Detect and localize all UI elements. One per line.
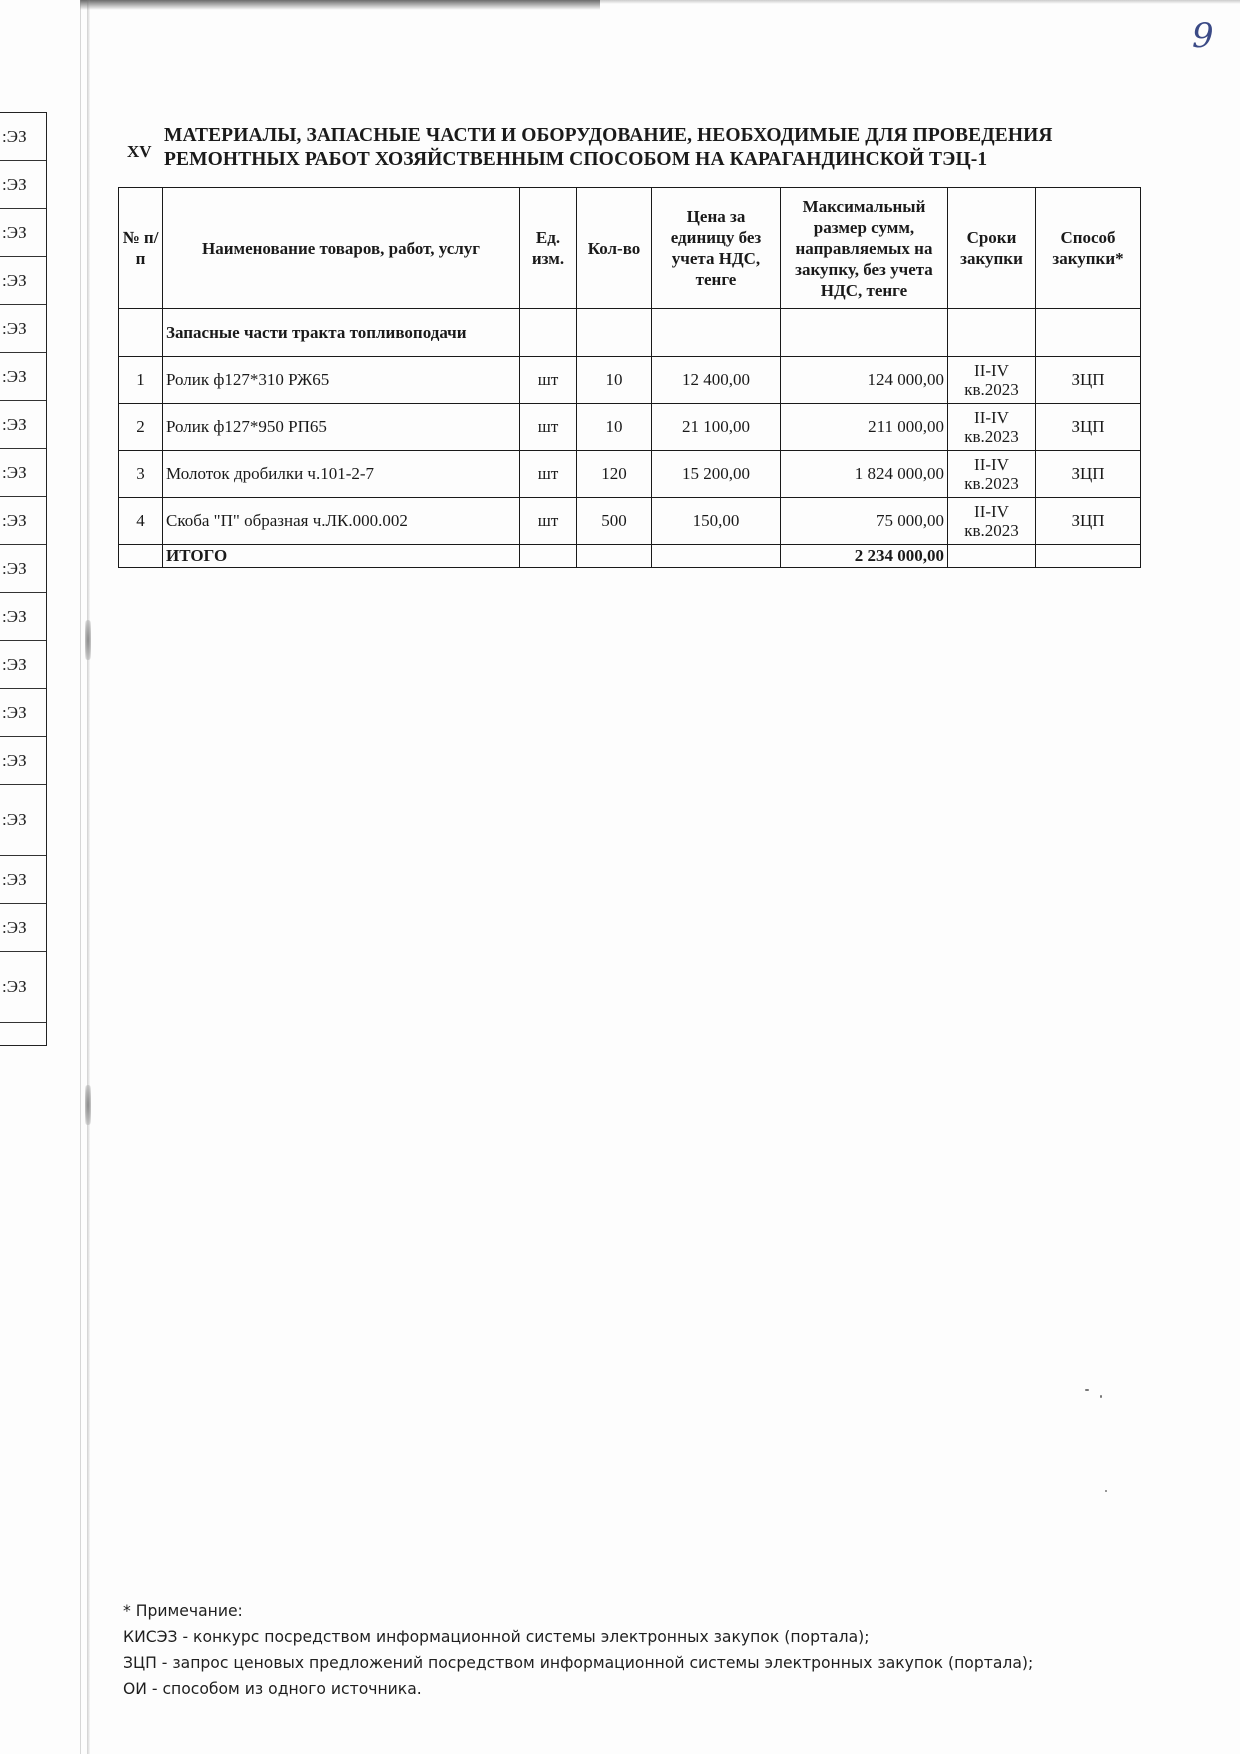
table-row (119, 498, 1141, 545)
header-num: № п/п (119, 188, 163, 309)
row-period (948, 404, 1036, 451)
title-line-1: МАТЕРИАЛЫ, ЗАПАСНЫЕ ЧАСТИ И ОБОРУДОВАНИЕ, НЕОБХОДИМЫЕ ДЛЯ ПРОВЕДЕНИЯ (164, 125, 1053, 146)
row-name: Скоба "П" образная ч.ЛК.000.002 (163, 498, 520, 545)
scan-top-shadow-light (600, 0, 1240, 4)
header-unit: Ед. изм. (520, 188, 577, 309)
binding-edge-line (80, 0, 81, 1754)
row-price: 12 400,00 (652, 357, 781, 404)
table-row (119, 451, 1141, 498)
total-cell-empty (652, 545, 781, 568)
section-cell-empty (520, 309, 577, 357)
scan-speck (1085, 1389, 1089, 1391)
strip-cell: :ЭЗ (0, 401, 46, 449)
row-unit: шт (520, 451, 577, 498)
note-kisez: КИСЭЗ - конкурс посредством информационной системы электронных закупок (портала); (123, 1628, 870, 1646)
section-cell-empty (781, 309, 948, 357)
row-qty: 10 (577, 357, 652, 404)
scan-speck (1105, 1490, 1107, 1492)
row-unit: шт (520, 357, 577, 404)
row-max-sum: 75 000,00 (781, 498, 948, 545)
period-year: кв.2023 (964, 521, 1019, 540)
section-number: XV (127, 142, 152, 161)
row-max-sum: 124 000,00 (781, 357, 948, 404)
header-max-sum: Максимальный размер сумм, направляемых на закупку, без учета НДС, тенге (781, 188, 948, 309)
period-quarters: II-IV (974, 408, 1009, 427)
row-num: 3 (119, 451, 163, 498)
strip-cell: :ЭЗ (0, 305, 46, 353)
strip-cell: :ЭЗ (0, 904, 46, 952)
binding-edge-shadow (87, 0, 90, 1754)
section-cell-empty (119, 309, 163, 357)
period-year: кв.2023 (964, 474, 1019, 493)
period-year: кв.2023 (964, 380, 1019, 399)
row-qty: 120 (577, 451, 652, 498)
strip-cell (0, 1023, 46, 1045)
strip-cell: :ЭЗ (0, 497, 46, 545)
header-name: Наименование товаров, работ, услуг (163, 188, 520, 309)
row-qty: 10 (577, 404, 652, 451)
table-row (119, 404, 1141, 451)
strip-cell: :ЭЗ (0, 737, 46, 785)
row-price: 150,00 (652, 498, 781, 545)
procurement-table (118, 187, 1141, 568)
handwritten-page-number: 9 (1192, 16, 1214, 56)
strip-cell: :ЭЗ (0, 856, 46, 904)
row-method: ЗЦП (1036, 498, 1141, 545)
binding-hole-mark (85, 620, 91, 660)
strip-cell: :ЭЗ (0, 161, 46, 209)
note-oi: ОИ - способом из одного источника. (123, 1680, 422, 1698)
strip-cell: :ЭЗ (0, 689, 46, 737)
period-quarters: II-IV (974, 502, 1009, 521)
total-cell-empty (948, 545, 1036, 568)
row-num: 1 (119, 357, 163, 404)
scan-top-shadow (80, 0, 600, 10)
binding-hole-mark (85, 1085, 91, 1125)
row-num: 4 (119, 498, 163, 545)
period-quarters: II-IV (974, 455, 1009, 474)
strip-cell: :ЭЗ (0, 545, 46, 593)
row-price: 15 200,00 (652, 451, 781, 498)
strip-cell: :ЭЗ (0, 641, 46, 689)
strip-cell: :ЭЗ (0, 209, 46, 257)
row-unit: шт (520, 404, 577, 451)
row-price: 21 100,00 (652, 404, 781, 451)
row-method: ЗЦП (1036, 404, 1141, 451)
underlying-page-strip (0, 112, 47, 1046)
row-max-sum: 211 000,00 (781, 404, 948, 451)
row-qty: 500 (577, 498, 652, 545)
period-quarters: II-IV (974, 361, 1009, 380)
row-period (948, 451, 1036, 498)
table-row (119, 357, 1141, 404)
strip-cell: :ЭЗ (0, 449, 46, 497)
total-cell-empty (577, 545, 652, 568)
table-header-row (119, 188, 1141, 309)
total-row (119, 545, 1141, 568)
scan-speck (1100, 1395, 1102, 1398)
total-sum: 2 234 000,00 (781, 545, 948, 568)
footnotes (123, 1598, 1203, 1702)
section-row (119, 309, 1141, 357)
row-unit: шт (520, 498, 577, 545)
section-cell-empty (1036, 309, 1141, 357)
total-cell-empty (520, 545, 577, 568)
row-name: Ролик ф127*950 РП65 (163, 404, 520, 451)
row-method: ЗЦП (1036, 451, 1141, 498)
header-qty: Кол-во (577, 188, 652, 309)
total-cell-empty (1036, 545, 1141, 568)
title-line-2: РЕМОНТНЫХ РАБОТ ХОЗЯЙСТВЕННЫМ СПОСОБОМ НА КАРАГАНДИНСКОЙ ТЭЦ-1 (164, 149, 988, 170)
section-cell-empty (577, 309, 652, 357)
row-period (948, 498, 1036, 545)
section-cell-empty (652, 309, 781, 357)
row-period (948, 357, 1036, 404)
strip-cell: :ЭЗ (0, 257, 46, 305)
strip-cell: :ЭЗ (0, 353, 46, 401)
strip-cell: :ЭЗ (0, 785, 46, 856)
row-method: ЗЦП (1036, 357, 1141, 404)
header-method: Способ закупки* (1036, 188, 1141, 309)
section-cell-empty (948, 309, 1036, 357)
row-name: Молоток дробилки ч.101-2-7 (163, 451, 520, 498)
total-cell-empty (119, 545, 163, 568)
total-label: ИТОГО (163, 545, 520, 568)
strip-cell: :ЭЗ (0, 952, 46, 1023)
notes-heading: * Примечание: (123, 1602, 243, 1620)
strip-cell: :ЭЗ (0, 593, 46, 641)
row-num: 2 (119, 404, 163, 451)
document-title (164, 124, 1124, 172)
header-period: Сроки закупки (948, 188, 1036, 309)
note-zcp: ЗЦП - запрос ценовых предложений посредством информационной системы электронных закупок (портала); (123, 1654, 1034, 1672)
period-year: кв.2023 (964, 427, 1019, 446)
section-title: Запасные части тракта топливоподачи (163, 309, 520, 357)
row-max-sum: 1 824 000,00 (781, 451, 948, 498)
strip-cell: :ЭЗ (0, 113, 46, 161)
row-name: Ролик ф127*310 РЖ65 (163, 357, 520, 404)
header-price: Цена за единицу без учета НДС, тенге (652, 188, 781, 309)
